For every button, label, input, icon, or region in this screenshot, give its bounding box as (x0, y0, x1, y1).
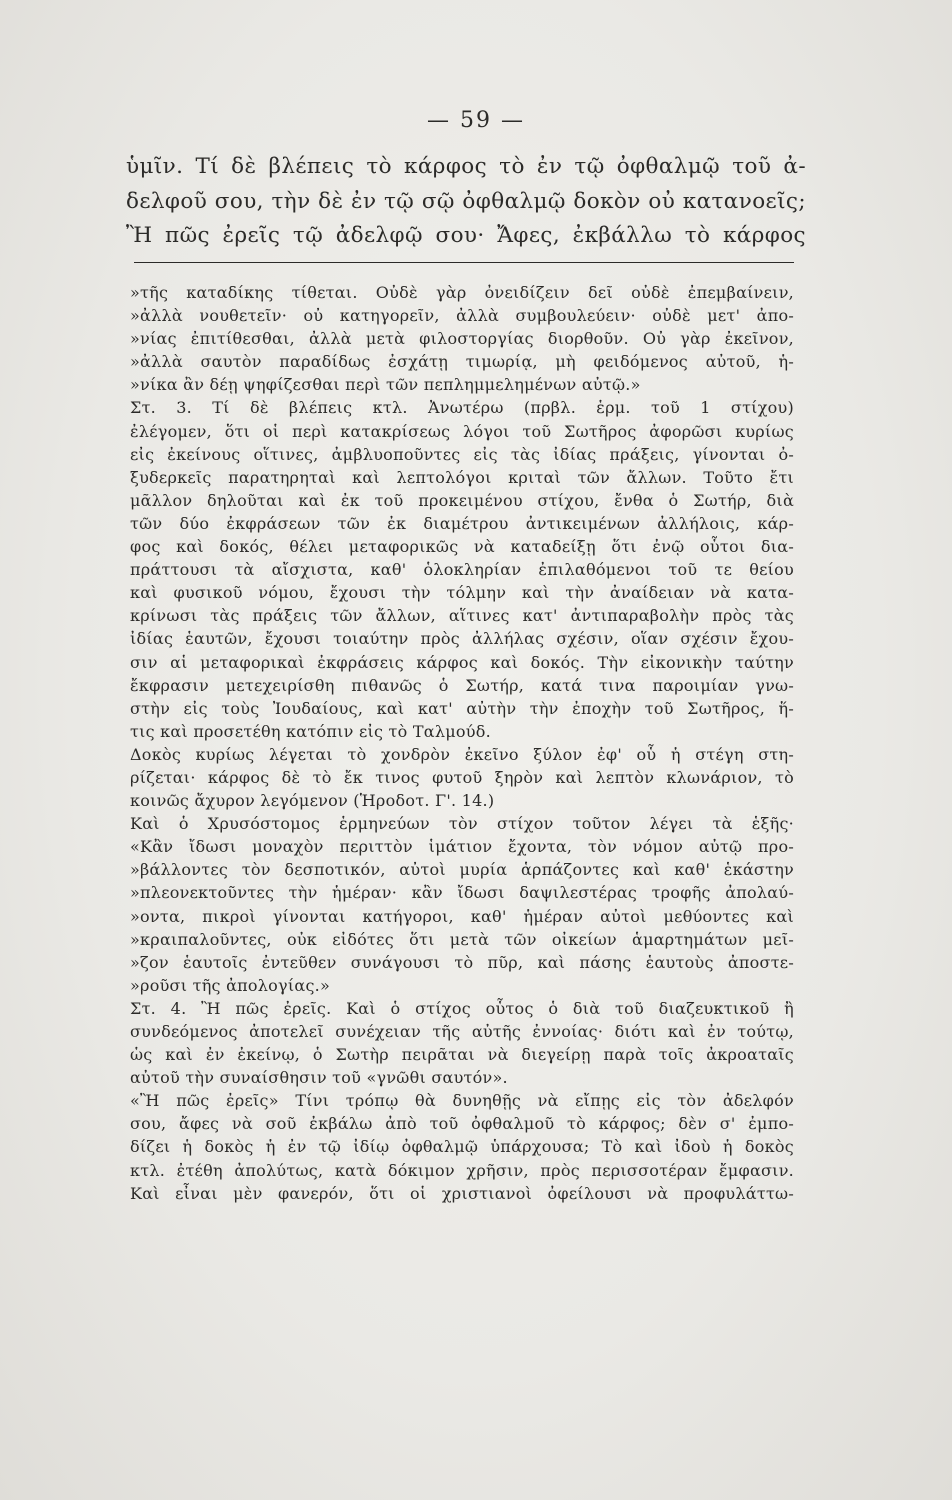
commentary-line: σου, ἄφες νὰ σοῦ ἐκβάλω ἀπὸ τοῦ ὀφθαλμοῦ τὸ κάρφος; δὲν σ' ἐμπο- (130, 1114, 794, 1134)
commentary-line: ξυδερκεῖς παρατηρηταὶ καὶ λεπτολόγοι κριταὶ τῶν ἄλλων. Τοῦτο ἔτι (130, 467, 794, 487)
commentary-line: »ἀλλὰ σαυτὸν παραδίδως ἐσχάτῃ τιμωρίᾳ, μὴ φειδόμενος αὐτοῦ, ἡ- (130, 352, 794, 372)
commentary-line: φος καὶ δοκός, θέλει μεταφορικῶς νὰ καταδείξῃ ὅτι ἐνῷ οὗτοι δια- (130, 537, 794, 557)
commentary-line: »οντα, πικροὶ γίνονται κατήγοροι, καθ' ἡμέραν αὐτοὶ μεθύοντες καὶ (130, 906, 794, 926)
main-text (126, 150, 806, 254)
commentary-line: στὴν εἰς τοὺς Ἰουδαίους, καὶ κατ' αὐτὴν τὴν ἐποχὴν τοῦ Σωτῆρος, ἥ- (130, 698, 794, 718)
commentary-line: τῶν δύο ἐκφράσεων τῶν ἐκ διαμέτρου ἀντικειμένων ἀλλήλοις, κάρ- (130, 513, 794, 533)
commentary-line: «Κἂν ἴδωσι μοναχὸν περιττὸν ἱμάτιον ἔχοντα, τὸν νόμον αὐτῷ προ- (130, 837, 794, 857)
commentary-line: πράττουσι τὰ αἴσχιστα, καθ' ὁλοκληρίαν ἐπιλαθόμενοι τοῦ τε θείου (130, 560, 794, 580)
commentary-line: Στ. 4. Ἢ πῶς ἐρεῖς. Καὶ ὁ στίχος οὗτος ὁ διὰ τοῦ διαζευκτικοῦ ἢ (130, 998, 794, 1018)
commentary-line: μᾶλλον δηλοῦται καὶ ἐκ τοῦ προκειμένου στίχου, ἔνθα ὁ Σωτήρ, διὰ (130, 490, 794, 510)
commentary-line: »τῆς καταδίκης τίθεται. Οὐδὲ γὰρ ὀνειδίζειν δεῖ οὐδὲ ἐπεμβαίνειν, (130, 283, 794, 302)
commentary-line: »πλεονεκτοῦντες τὴν ἡμέραν· κἂν ἴδωσι δαψιλεστέρας τροφῆς ἀπολαύ- (130, 883, 794, 903)
commentary-line: ἔκφρασιν μετεχειρίσθη πιθανῶς ὁ Σωτήρ, κατά τινα παροιμίαν γνω- (130, 675, 794, 695)
commentary-line: εἰς ἐκείνους οἵτινες, ἀμβλυοποῦντες εἰς τὰς ἰδίας πράξεις, γίνονται ὀ- (130, 444, 794, 464)
commentary-line: »ροῦσι τῆς ἀπολογίας.» (130, 975, 331, 995)
commentary-line: »νίας ἐπιτίθεσθαι, ἀλλὰ μετὰ φιλοστοργίας διορθοῦν. Οὐ γὰρ ἐκεῖνον, (130, 329, 794, 349)
commentary-line: ὡς καὶ ἐν ἐκείνῳ, ὁ Σωτὴρ πειρᾶται νὰ διεγείρῃ παρὰ τοῖς ἀκροαταῖς (130, 1045, 794, 1065)
commentary-line: »ζον ἑαυτοῖς ἐντεῦθεν συνάγουσι τὸ πῦρ, καὶ πάσης ἑαυτοὺς ἀποστε- (130, 952, 794, 972)
commentary-line: «Ἢ πῶς ἐρεῖς» Τίνι τρόπῳ θὰ δυνηθῇς νὰ εἴπῃς εἰς τὸν ἀδελφόν (130, 1091, 794, 1111)
commentary-line: κρίνωσι τὰς πράξεις τῶν ἄλλων, αἵτινες κατ' ἀντιπαραβολὴν πρὸς τὰς (130, 606, 794, 626)
commentary-line: Στ. 3. Τί δὲ βλέπεις κτλ. Ἀνωτέρω (πρβλ. ἑρμ. τοῦ 1 στίχου) (130, 398, 794, 418)
main-text-line: δελφοῦ σου, τὴν δὲ ἐν τῷ σῷ ὀφθαλμῷ δοκὸν οὐ κατανοεῖς; (126, 188, 806, 214)
commentary-text (130, 281, 794, 1205)
commentary-line: δίζει ἡ δοκὸς ἡ ἐν τῷ ἰδίῳ ὀφθαλμῷ ὑπάρχουσα; Τὸ καὶ ἰδοὺ ἡ δοκὸς (130, 1137, 794, 1157)
commentary-line: ρίζεται· κάρφος δὲ τὸ ἔκ τινος φυτοῦ ξηρὸν καὶ λεπτὸν κλωνάριον, τὸ (130, 767, 794, 787)
commentary-line: τις καὶ προσετέθη κατόπιν εἰς τὸ Ταλμούδ. (130, 721, 491, 741)
commentary-line: ἐλέγομεν, ὅτι οἱ περὶ κατακρίσεως λόγοι τοῦ Σωτῆρος ἀφορῶσι κυρίως (130, 421, 794, 441)
main-text-line: Ἢ πῶς ἐρεῖς τῷ ἀδελφῷ σου· Ἄφες, ἐκβάλλω τὸ κάρφος (126, 223, 806, 248)
commentary-line: Δοκὸς κυρίως λέγεται τὸ χονδρὸν ἐκεῖνο ξύλον ἐφ' οὗ ἡ στέγη στη- (130, 744, 794, 764)
commentary-line: κτλ. ἐτέθη ἀπολύτως, κατὰ δόκιμον χρῆσιν, πρὸς περισσοτέραν ἔμφασιν. (130, 1160, 794, 1180)
commentary-line: καὶ φυσικοῦ νόμου, ἔχουσι τὴν τόλμην καὶ τὴν ἀναίδειαν νὰ κατα- (130, 583, 794, 603)
commentary-line: »ἀλλὰ νουθετεῖν· οὐ κατηγορεῖν, ἀλλὰ συμβουλεύειν· οὐδὲ μετ' ἀπο- (130, 306, 794, 326)
page-number: — 59 — (427, 108, 525, 133)
commentary-line: ἰδίας ἑαυτῶν, ἔχουσι τοιαύτην πρὸς ἀλλήλας σχέσιν, οἵαν σχέσιν ἔχου- (130, 629, 794, 649)
main-text-line: ὑμῖν. Τί δὲ βλέπεις τὸ κάρφος τὸ ἐν τῷ ὀφθαλμῷ τοῦ ἀ- (126, 154, 806, 179)
commentary-line: »βάλλοντες τὸν δεσποτικόν, αὐτοὶ μυρία ἁρπάζοντες καὶ καθ' ἑκάστην (130, 860, 794, 880)
commentary-line: Καὶ ὁ Χρυσόστομος ἑρμηνεύων τὸν στίχον τοῦτον λέγει τὰ ἑξῆς· (130, 814, 794, 834)
commentary-line: κοινῶς ἄχυρον λεγόμενον (Ἡροδοτ. Γ'. 14.) (130, 791, 495, 811)
commentary-line: συνδεόμενος ἀποτελεῖ συνέχειαν τῆς αὐτῆς ἐννοίας· διότι καὶ ἐν τούτῳ, (130, 1022, 794, 1041)
commentary-line: αὐτοῦ τὴν συναίσθησιν τοῦ «γνῶθι σαυτόν». (130, 1068, 508, 1088)
commentary-line: Καὶ εἶναι μὲν φανερόν, ὅτι οἱ χριστιανοὶ ὀφείλουσι νὰ προφυλάττω- (130, 1183, 794, 1203)
commentary-line: »κραιπαλοῦντες, οὐκ εἰδότες ὅτι μετὰ τῶν οἰκείων ἁμαρτημάτων μεῖ- (130, 929, 794, 949)
commentary-line: σιν αἱ μεταφορικαὶ ἐκφράσεις κάρφος καὶ δοκός. Τὴν εἰκονικὴν ταύτην (130, 652, 794, 672)
footnote-separator (134, 262, 794, 263)
commentary-line: »νίκα ἂν δέῃ ψηφίζεσθαι περὶ τῶν πεπλημμελημένων αὐτῷ.» (130, 375, 641, 395)
